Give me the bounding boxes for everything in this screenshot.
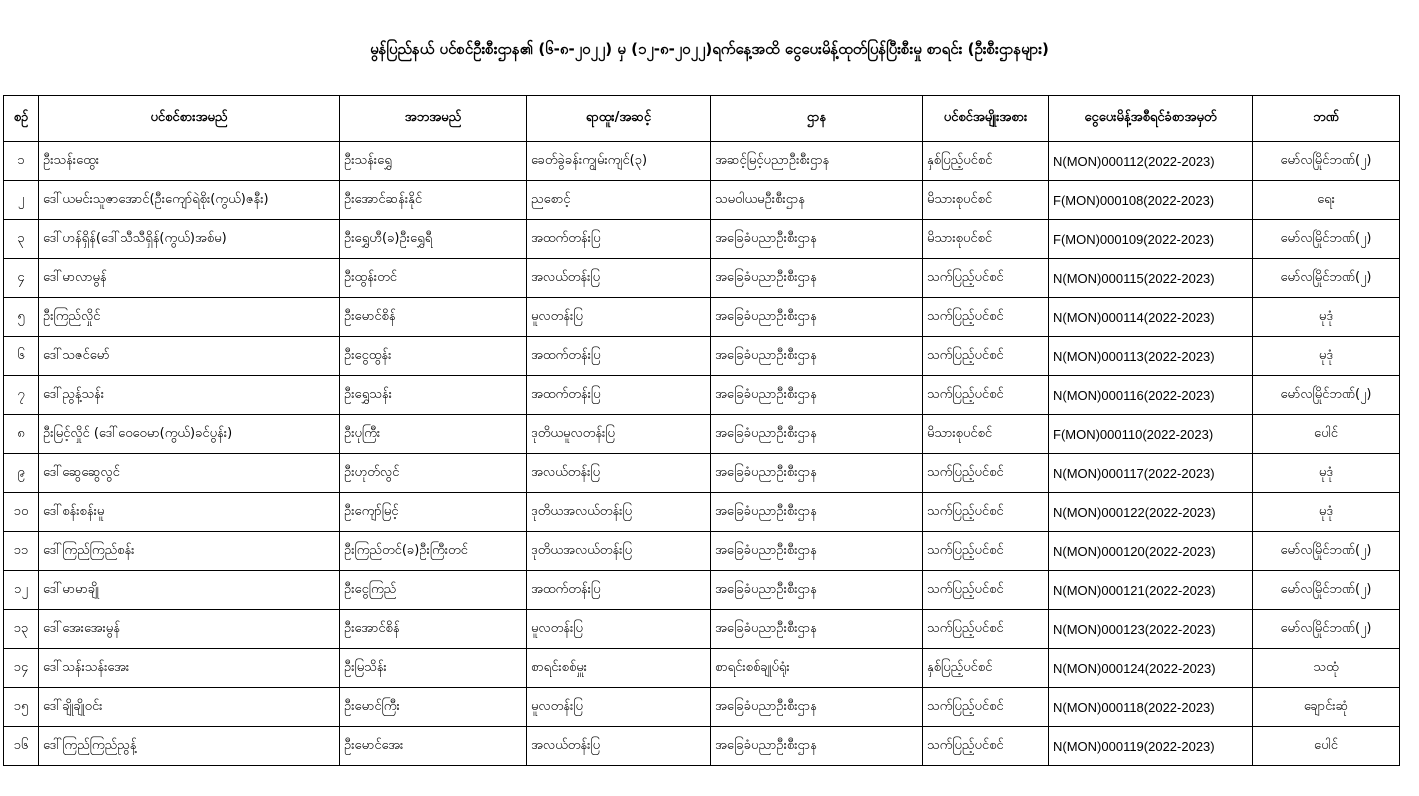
cell-department: အခြေခံပညာဦးစီးဌာန: [711, 376, 923, 415]
cell-department: စာရင်းစစ်ချုပ်ရုံး: [711, 649, 923, 688]
cell-no: ၁၅: [4, 688, 39, 727]
cell-pensioner: ဦးသန်းထွေး: [39, 142, 340, 181]
cell-pensioner: ဒေါ်ချိုချိုဝင်း: [39, 688, 340, 727]
cell-order-no: N(MON)000113(2022-2023): [1049, 337, 1253, 376]
cell-father: ဦးအောင်စိန်: [340, 610, 527, 649]
cell-pensioner: ဦးကြည်လှိုင်: [39, 298, 340, 337]
cell-order-no: N(MON)000114(2022-2023): [1049, 298, 1253, 337]
cell-order-no: N(MON)000119(2022-2023): [1049, 727, 1253, 766]
cell-ward: မော်လမြိုင်ဘဏ်(၂): [1253, 610, 1400, 649]
cell-pensioner: ဒေါ်သဇင်မော်: [39, 337, 340, 376]
header-pensioner: ပင်စင်စားအမည်: [39, 96, 340, 142]
header-department: ဌာန: [711, 96, 923, 142]
cell-position: ခေတ်ခွဲခန်းကျွမ်းကျင်(၃): [527, 142, 711, 181]
cell-pension-type: သက်ပြည့်ပင်စင်: [923, 337, 1049, 376]
cell-pensioner: ဒေါ်ဟန်ရှိန်(ဒေါ်သီသီရှိန်(ကွယ်)အစ်မ): [39, 220, 340, 259]
cell-pension-type: နှစ်ပြည့်ပင်စင်: [923, 649, 1049, 688]
cell-no: ၂: [4, 181, 39, 220]
table-row: [4, 688, 1400, 727]
cell-ward: မုဒုံ: [1253, 337, 1400, 376]
table-body: [4, 142, 1400, 766]
table-row: [4, 571, 1400, 610]
cell-pensioner: ဒေါ်မာလာမွန်: [39, 259, 340, 298]
cell-pension-type: သက်ပြည့်ပင်စင်: [923, 727, 1049, 766]
cell-position: အထက်တန်းပြ: [527, 376, 711, 415]
cell-pension-type: သက်ပြည့်ပင်စင်: [923, 259, 1049, 298]
cell-department: အခြေခံပညာဦးစီးဌာန: [711, 454, 923, 493]
cell-department: အခြေခံပညာဦးစီးဌာန: [711, 220, 923, 259]
cell-no: ၁၀: [4, 493, 39, 532]
cell-order-no: N(MON)000120(2022-2023): [1049, 532, 1253, 571]
cell-no: ၇: [4, 376, 39, 415]
cell-order-no: N(MON)000116(2022-2023): [1049, 376, 1253, 415]
cell-position: မူလတန်းပြ: [527, 688, 711, 727]
cell-pension-type: သက်ပြည့်ပင်စင်: [923, 454, 1049, 493]
cell-father: ဦးမောင်စိန်: [340, 298, 527, 337]
cell-pensioner: ဒေါ်ကြည်ကြည်ညွန့်: [39, 727, 340, 766]
cell-order-no: F(MON)000109(2022-2023): [1049, 220, 1253, 259]
header-father: အဘအမည်: [340, 96, 527, 142]
cell-no: ၆: [4, 337, 39, 376]
table-header-row: [4, 96, 1400, 142]
cell-department: အခြေခံပညာဦးစီးဌာန: [711, 415, 923, 454]
cell-pensioner: ဒေါ်အေးအေးမွန်: [39, 610, 340, 649]
cell-no: ၁: [4, 142, 39, 181]
cell-ward: ချောင်းဆုံ: [1253, 688, 1400, 727]
cell-no: ၁၃: [4, 610, 39, 649]
table-row: [4, 454, 1400, 493]
cell-ward: မော်လမြိုင်ဘဏ်(၂): [1253, 259, 1400, 298]
cell-father: ဦးရွှေဟီ(ခ)ဦးရွှေရီ: [340, 220, 527, 259]
table-row: [4, 376, 1400, 415]
cell-order-no: N(MON)000117(2022-2023): [1049, 454, 1253, 493]
cell-order-no: N(MON)000121(2022-2023): [1049, 571, 1253, 610]
cell-pensioner: ဒေါ်မာမာချို: [39, 571, 340, 610]
cell-department: အခြေခံပညာဦးစီးဌာန: [711, 259, 923, 298]
cell-order-no: N(MON)000124(2022-2023): [1049, 649, 1253, 688]
cell-father: ဦးငွေကြည်: [340, 571, 527, 610]
cell-department: အခြေခံပညာဦးစီးဌာန: [711, 337, 923, 376]
cell-father: ဦးမြသိန်း: [340, 649, 527, 688]
document-title: မွန်ပြည်နယ် ပင်စင်ဦးစီးဌာန၏ (၆-၈-၂၀၂၂) မှ (၁၂-၈-၂၀၂၂)ရက်နေ့အထိ ငွေပေးမိန့်ထုတ်ပြန်ပြီးစီးမှု စာရင်း (ဦးစီးဌာနများ): [370, 40, 1049, 58]
header-no: စဉ်: [4, 96, 39, 142]
cell-father: ဦးပုကြီး: [340, 415, 527, 454]
cell-father: ဦးအောင်ဆန်းနိုင်: [340, 181, 527, 220]
cell-no: ၄: [4, 259, 39, 298]
cell-position: မူလတန်းပြ: [527, 610, 711, 649]
cell-no: ၁၂: [4, 571, 39, 610]
cell-ward: မုဒုံ: [1253, 493, 1400, 532]
table-row: [4, 415, 1400, 454]
cell-ward: ရေး: [1253, 181, 1400, 220]
cell-ward: မော်လမြိုင်ဘဏ်(၂): [1253, 571, 1400, 610]
cell-pensioner: ဒေါ်ကြည်ကြည်စန်း: [39, 532, 340, 571]
cell-position: အထက်တန်းပြ: [527, 571, 711, 610]
cell-department: အခြေခံပညာဦးစီးဌာန: [711, 493, 923, 532]
cell-pension-type: မိသားစုပင်စင်: [923, 181, 1049, 220]
cell-ward: ပေါင်: [1253, 727, 1400, 766]
cell-department: အခြေခံပညာဦးစီးဌာန: [711, 298, 923, 337]
cell-order-no: F(MON)000108(2022-2023): [1049, 181, 1253, 220]
cell-order-no: N(MON)000123(2022-2023): [1049, 610, 1253, 649]
cell-pension-type: သက်ပြည့်ပင်စင်: [923, 493, 1049, 532]
cell-pension-type: သက်ပြည့်ပင်စင်: [923, 298, 1049, 337]
table-row: [4, 337, 1400, 376]
cell-father: ဦးထွန်းတင်: [340, 259, 527, 298]
table-row: [4, 181, 1400, 220]
header-position: ရာထူး/အဆင့်: [527, 96, 711, 142]
pension-table: [3, 95, 1400, 766]
cell-pension-type: သက်ပြည့်ပင်စင်: [923, 532, 1049, 571]
cell-pension-type: နှစ်ပြည့်ပင်စင်: [923, 142, 1049, 181]
cell-position: ဒုတိယအလယ်တန်းပြ: [527, 493, 711, 532]
cell-pension-type: မိသားစုပင်စင်: [923, 415, 1049, 454]
cell-ward: မော်လမြိုင်ဘဏ်(၂): [1253, 142, 1400, 181]
cell-pension-type: သက်ပြည့်ပင်စင်: [923, 376, 1049, 415]
cell-pensioner: ဒေါ်ယမင်းသူဇာအောင်(ဦးကျော်ရဲစိုး(ကွယ်)ဇနီး): [39, 181, 340, 220]
cell-department: အခြေခံပညာဦးစီးဌာန: [711, 532, 923, 571]
cell-pension-type: သက်ပြည့်ပင်စင်: [923, 571, 1049, 610]
cell-father: ဦးငွေထွန်း: [340, 337, 527, 376]
cell-father: ဦးရွှေသန်း: [340, 376, 527, 415]
cell-position: အထက်တန်းပြ: [527, 337, 711, 376]
table-row: [4, 493, 1400, 532]
cell-no: ၉: [4, 454, 39, 493]
cell-ward: မော်လမြိုင်ဘဏ်(၂): [1253, 376, 1400, 415]
cell-position: ဒုတိယမူလတန်းပြ: [527, 415, 711, 454]
cell-order-no: N(MON)000118(2022-2023): [1049, 688, 1253, 727]
table-row: [4, 532, 1400, 571]
cell-pension-type: မိသားစုပင်စင်: [923, 220, 1049, 259]
cell-department: အခြေခံပညာဦးစီးဌာန: [711, 688, 923, 727]
cell-department: အဆင့်မြင့်ပညာဦးစီးဌာန: [711, 142, 923, 181]
cell-pensioner: ဒေါ်စန်းစန်းမူ: [39, 493, 340, 532]
cell-ward: မုဒုံ: [1253, 454, 1400, 493]
header-order-no: ငွေပေးမိန့်အစီရင်ခံစာအမှတ်: [1049, 96, 1253, 142]
cell-department: အခြေခံပညာဦးစီးဌာန: [711, 610, 923, 649]
cell-ward: မုဒုံ: [1253, 298, 1400, 337]
cell-position: အထက်တန်းပြ: [527, 220, 711, 259]
cell-position: မူလတန်းပြ: [527, 298, 711, 337]
cell-position: ဒုတိယအလယ်တန်းပြ: [527, 532, 711, 571]
cell-no: ၁၁: [4, 532, 39, 571]
table-row: [4, 298, 1400, 337]
cell-father: ဦးသန်းရွှေ: [340, 142, 527, 181]
cell-pension-type: သက်ပြည့်ပင်စင်: [923, 688, 1049, 727]
cell-no: ၈: [4, 415, 39, 454]
cell-department: အခြေခံပညာဦးစီးဌာန: [711, 727, 923, 766]
cell-pensioner: ဒေါ်ညွန့်သန်း: [39, 376, 340, 415]
cell-order-no: F(MON)000110(2022-2023): [1049, 415, 1253, 454]
cell-pensioner: ဒေါ်ဆွေဆွေလွင်: [39, 454, 340, 493]
cell-position: စာရင်းစစ်မှူး: [527, 649, 711, 688]
cell-ward: မော်လမြိုင်ဘဏ်(၂): [1253, 220, 1400, 259]
cell-order-no: N(MON)000112(2022-2023): [1049, 142, 1253, 181]
cell-department: သမဝါယမဦးစီးဌာန: [711, 181, 923, 220]
cell-position: အလယ်တန်းပြ: [527, 454, 711, 493]
cell-no: ၁၆: [4, 727, 39, 766]
table-row: [4, 727, 1400, 766]
cell-no: ၅: [4, 298, 39, 337]
cell-order-no: N(MON)000115(2022-2023): [1049, 259, 1253, 298]
cell-ward: မော်လမြိုင်ဘဏ်(၂): [1253, 532, 1400, 571]
table-row: [4, 610, 1400, 649]
table-row: [4, 649, 1400, 688]
cell-no: ၃: [4, 220, 39, 259]
table-row: [4, 220, 1400, 259]
cell-department: အခြေခံပညာဦးစီးဌာန: [711, 571, 923, 610]
table-row: [4, 259, 1400, 298]
cell-ward: သထုံ: [1253, 649, 1400, 688]
cell-father: ဦးကျော်မြင့်: [340, 493, 527, 532]
cell-father: ဦးကြည်တင်(ခ)ဦးကြီးတင်: [340, 532, 527, 571]
cell-father: ဦးဟုတ်လွင်: [340, 454, 527, 493]
cell-position: ညစောင့်: [527, 181, 711, 220]
table-row: [4, 142, 1400, 181]
cell-pensioner: ဦးမြင့်လှိုင် (ဒေါ်ဝေဝေမာ(ကွယ်)ခင်ပွန်း): [39, 415, 340, 454]
cell-order-no: N(MON)000122(2022-2023): [1049, 493, 1253, 532]
cell-pensioner: ဒေါ်သန်းသန်းအေး: [39, 649, 340, 688]
cell-father: ဦးမောင်ကြီး: [340, 688, 527, 727]
cell-position: အလယ်တန်းပြ: [527, 727, 711, 766]
header-ward: ဘဏ်: [1253, 96, 1400, 142]
cell-no: ၁၄: [4, 649, 39, 688]
cell-ward: ပေါင်: [1253, 415, 1400, 454]
header-pension-type: ပင်စင်အမျိုးအစား: [923, 96, 1049, 142]
cell-pension-type: သက်ပြည့်ပင်စင်: [923, 610, 1049, 649]
cell-position: အလယ်တန်းပြ: [527, 259, 711, 298]
cell-father: ဦးမောင်အေး: [340, 727, 527, 766]
